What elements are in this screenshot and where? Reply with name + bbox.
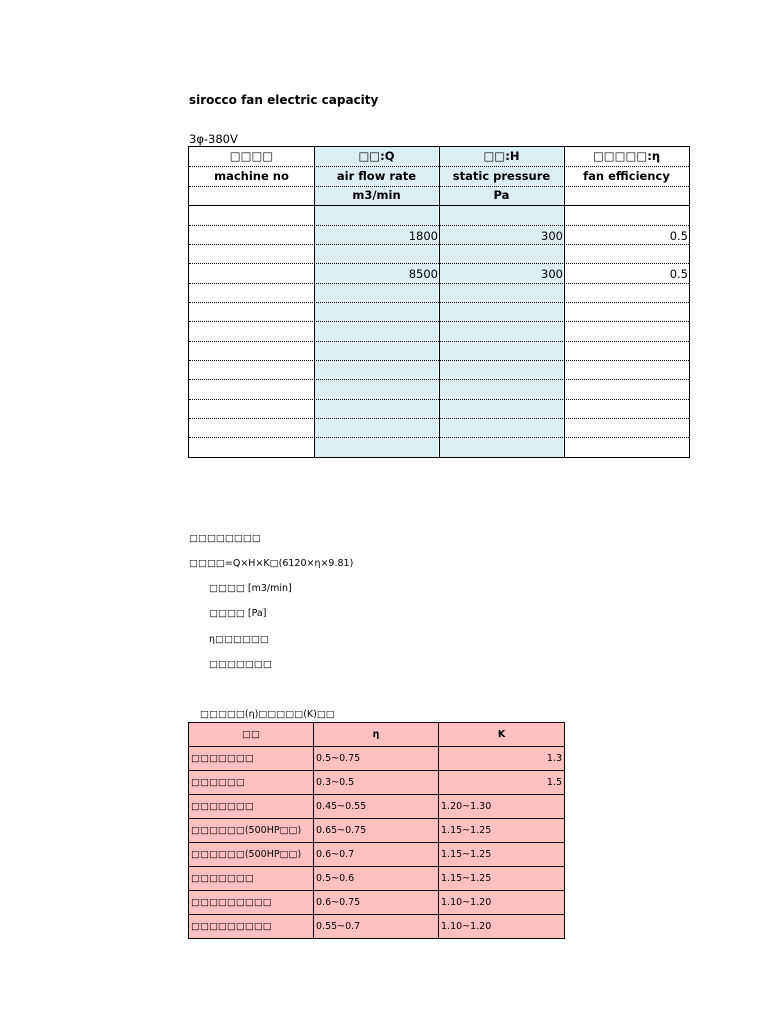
table-row bbox=[189, 795, 565, 819]
row-k-value: 1.15~1.25 bbox=[439, 843, 565, 867]
row-eta-value: 0.5~0.6 bbox=[314, 867, 439, 891]
voltage-label: 3φ-380V bbox=[189, 132, 238, 146]
row-eta-value: 0.65~0.75 bbox=[314, 819, 439, 843]
row-k-value: 1.15~1.25 bbox=[439, 867, 565, 891]
table-row bbox=[189, 843, 565, 867]
coef-table-caption: □□□□□(η)□□□□□(K)□□ bbox=[200, 709, 335, 720]
table-row bbox=[189, 867, 565, 891]
header-fan-efficiency: fan efficiency bbox=[583, 169, 670, 183]
row-k-value: 1.20~1.30 bbox=[439, 795, 565, 819]
header-static-pressure: static pressure bbox=[452, 169, 551, 183]
fan-capacity-grid bbox=[188, 146, 690, 458]
header-static-pressure-unit: Pa bbox=[493, 188, 510, 202]
header-air-flow-rate: air flow rate bbox=[336, 169, 417, 183]
table-row bbox=[189, 891, 565, 915]
h-definition: □□□□ [Pa] bbox=[209, 608, 267, 619]
header-type: □□ bbox=[189, 723, 314, 747]
row-type-label: □□□□□□(500HP□□) bbox=[189, 843, 314, 867]
row-k-value: 1.3 bbox=[439, 747, 565, 771]
column-divider bbox=[564, 147, 565, 457]
row-type-label: □□□□□□□ bbox=[189, 747, 314, 771]
row-eta-value: 0.5~0.75 bbox=[314, 747, 439, 771]
row-type-label: □□□□□□(500HP□□) bbox=[189, 819, 314, 843]
coefficient-table bbox=[188, 722, 565, 939]
header-machine-no: machine no bbox=[214, 169, 289, 183]
row-eta-value: 0.3~0.5 bbox=[314, 771, 439, 795]
row-type-label: □□□□□□ bbox=[189, 771, 314, 795]
eta-definition: η□□□□□□ bbox=[209, 634, 269, 645]
q-definition: □□□□ [m3/min] bbox=[209, 583, 292, 594]
k-definition: □□□□□□□ bbox=[209, 659, 272, 670]
row-k-value: 1.10~1.20 bbox=[439, 915, 565, 939]
cell-fan-efficiency: 0.5 bbox=[669, 267, 688, 281]
row-type-label: □□□□□□□□□ bbox=[189, 891, 314, 915]
cell-static-pressure: 300 bbox=[541, 229, 563, 243]
header-air-flow-unit: m3/min bbox=[352, 188, 401, 202]
row-eta-value: 0.45~0.55 bbox=[314, 795, 439, 819]
notes-heading: □□□□□□□□ bbox=[189, 533, 261, 544]
row-k-value: 1.15~1.25 bbox=[439, 819, 565, 843]
row-eta-value: 0.6~0.75 bbox=[314, 891, 439, 915]
row-type-label: □□□□□□□ bbox=[189, 867, 314, 891]
row-k-value: 1.10~1.20 bbox=[439, 891, 565, 915]
header-static-pressure-cjk: □□:H bbox=[483, 149, 520, 163]
page-title: sirocco fan electric capacity bbox=[189, 93, 379, 107]
formula-text: □□□□=Q×H×K□(6120×η×9.81) bbox=[189, 558, 354, 569]
table-header-row bbox=[189, 723, 565, 747]
cell-air-flow: 1800 bbox=[408, 229, 438, 243]
row-type-label: □□□□□□□□□ bbox=[189, 915, 314, 939]
row-eta-value: 0.55~0.7 bbox=[314, 915, 439, 939]
header-eta: η bbox=[314, 723, 439, 747]
table-row bbox=[189, 915, 565, 939]
row-type-label: □□□□□□□ bbox=[189, 795, 314, 819]
cell-fan-efficiency: 0.5 bbox=[669, 229, 688, 243]
row-k-value: 1.5 bbox=[439, 771, 565, 795]
cell-static-pressure: 300 bbox=[541, 267, 563, 281]
header-machine-no-cjk: □□□□ bbox=[229, 149, 274, 163]
row-eta-value: 0.6~0.7 bbox=[314, 843, 439, 867]
header-k: K bbox=[439, 723, 565, 747]
table-row bbox=[189, 819, 565, 843]
header-air-flow-cjk: □□:Q bbox=[358, 149, 395, 163]
header-fan-efficiency-cjk: □□□□□:η bbox=[592, 149, 661, 163]
table-row bbox=[189, 747, 565, 771]
table-row bbox=[189, 771, 565, 795]
cell-air-flow: 8500 bbox=[408, 267, 438, 281]
